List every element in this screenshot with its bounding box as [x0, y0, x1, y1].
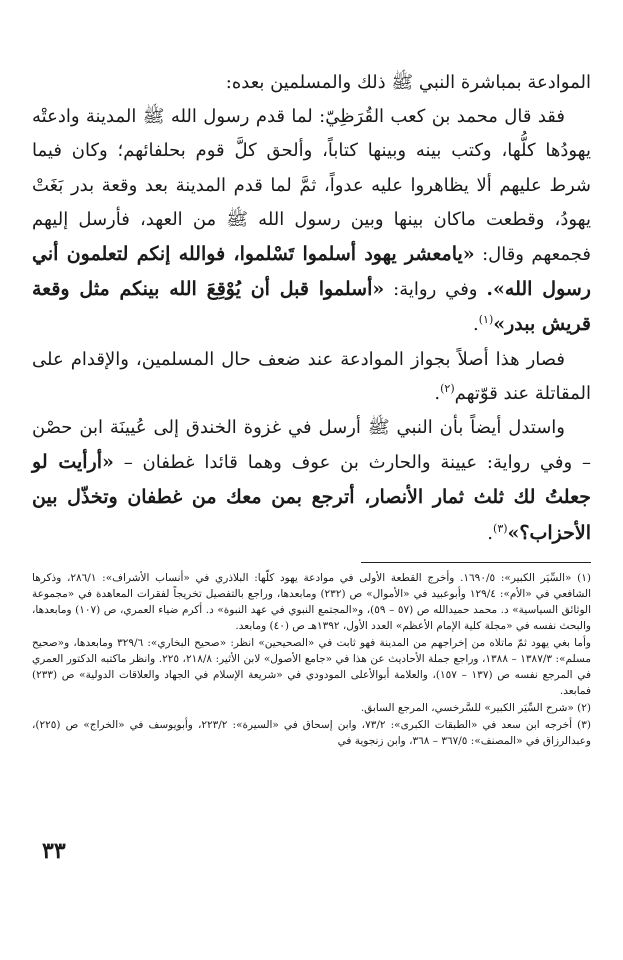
paragraph-text: فقد قال محمد بن كعب القُرَظِيّ: لما قدم رسول الله ﷺ المدينة وادعتْه يهودُها كلُّها، وكتب بينه وبينها كتاباً، وألحق كلَّ قوم بحلفائهم؛ وكان فيما شرط عليهم ألا يظاهروا عليه عدواً، ثمَّ لما قدم المدينة بعد وقعة بدر بَغَتْ يهودُ، وقطعت ماكان بينها وبين رسول الله ﷺ من العهد، فأرسل إليهم فجمعهم وقال:	[32, 106, 591, 266]
document-page	[32, 0, 591, 960]
footnote-ref-1: (١)	[478, 313, 494, 327]
footnote-separator	[361, 562, 591, 563]
paragraph-khandaq: واستدل أيضاً بأن النبي ﷺ أرسل في غزوة الخندق إلى عُيينَة ابن حصْن – وفي رواية: عيينة والحارث بن عوف وهما قائدا غطفان – «أرأيت لو جعلتُ لك ثلث ثمار الأنصار، أترجع بمن معك من غطفان وتخذّل بين الأحزاب؟»$^{(٣)}$.	[32, 417, 591, 544]
paragraph-text: وفي رواية:	[393, 279, 478, 301]
paragraph-text: الموادعة بمباشرة النبي ﷺ ذلك والمسلمين بعده:	[225, 72, 591, 93]
footnotes	[32, 570, 591, 750]
paragraph-principle: فصار هذا أصلاً بجواز الموادعة عند ضعف حال المسلمين، والإقدام على المقاتلة عند قوّتهم$^{(٢)}$.	[32, 348, 591, 404]
paragraph-intro	[32, 66, 591, 100]
main-text	[32, 66, 591, 551]
paragraph-text: فصار هذا أصلاً بجواز الموادعة عند ضعف حال المسلمين، والإقدام على المقاتلة عند قوّتهم	[32, 348, 591, 404]
paragraph-text: واستدل أيضاً بأن النبي ﷺ أرسل في غزوة الخندق إلى عُيينَة ابن حصْن – وفي رواية: عيينة والحارث بن عوف وهما قائدا غطفان –	[32, 417, 591, 474]
footnote-1: (١) «السِّيَر الكبير»: ١٦٩٠/٥. وأخرج القطعة الأولى في موادعة يهود كلّها: البلاذري في «أنساب الأشراف»: ٢٨٦/١، وذكرها الشافعي في «الأم»: ١٢٩/٤ وأبوعبيد في «الأموال» ص (٢٣٢) ومابعدها، وراجع بالتفصيل تخريجاً لفقرات المعاهدة في «مجموعة الوثائق السياسية» د. محمد حميدالله ص (٥٧ – ٥٩)، و«المجتمع النبوي في عهد النبوة» د. أكرم ضياء العمري، ص (١٠٧) ومابعدها، والبحث نفسه في «مجلة كلية الإمام الأعظم» العدد الأول، ١٣٩٢هـ ص (٤٠) ومابعد.	[32, 572, 591, 632]
hadith-quote: «يامعشر يهود أسلموا تَسْلموا، فوالله إنكم لتعلمون أني رسول الله».	[32, 243, 591, 301]
footnote-1-continued: وأما بغي يهود ثمّ ماتلاه من إخراجهم من المدينة فهو ثابت في «الصحيحين» انظر: «صحيح البخاري»: ٣٢٩/٦ ومابعدها، و«صحيح مسلم»: ١٣٨٧/٣ – ١٣٨٨، وراجع جملة الأحاديث عن هذا في «جامع الأصول» لابن الأثير: ٢١٨/٨، ٢٢٥. وانظر ماكتبه الدكتور العمري في المرجع نفسه ص (١٣٧ – ١٥٧)، والعلامة أبوالأعلى المودودي في «شريعة الإسلام في الجهاد والعلاقات الدولية» ص (٢٣٣) فمابعد.	[32, 637, 591, 697]
hadith-quote: «أسلموا قبل أن يُوْقِعَ الله بينكم مثل وقعة قريش ببدر»	[32, 278, 591, 336]
footnote-3: (٣) أخرجه ابن سعد في «الطبقات الكبرى»: ٧٣/٢، وابن إسحاق في «السيرة»: ٢٢٣/٢، وأبويوسف في «الخراج» ص (٢٢٥)، وعبدالرزاق في «المصنف»: ٣٦٧/٥ – ٣٦٨، وابن زنجوية في	[32, 719, 591, 747]
hadith-quote: «أرأيت لو جعلتُ لك ثلث ثمار الأنصار، أترجع بمن معك من غطفان وتخذّل بين الأحزاب؟»	[32, 451, 591, 544]
footnote-ref-3: (٣)	[493, 521, 508, 535]
page-number: ٣٣	[42, 838, 66, 864]
footnote-2: (٢) «شرح السِّيَر الكبير» للسَّرخسي، المرجع السابق.	[360, 702, 591, 714]
paragraph-qurazi: فقد قال محمد بن كعب القُرَظِيّ: لما قدم رسول الله ﷺ المدينة وادعتْه يهودُها كلُّها، وكتب بينه وبينها كتاباً، وألحق كلَّ قوم بحلفائهم؛ وكان فيما شرط عليهم ألا يظاهروا عليه عدواً، ثمَّ لما قدم المدينة بعد وقعة بدر بَغَتْ يهودُ، وقطعت ماكان بينها وبين رسول الله ﷺ من العهد، فأرسل إليهم فجمعهم وقال: «يامعشر يهود أسلموا تَسْلموا، فوالله إنكم لتعلمون أني رسول الله». وفي رواية: «أسلموا قبل أن يُوْقِعَ الله بينكم مثل وقعة قريش ببدر»$^{(١)}$.	[32, 106, 591, 336]
footnote-ref-2: (٢)	[440, 381, 455, 395]
